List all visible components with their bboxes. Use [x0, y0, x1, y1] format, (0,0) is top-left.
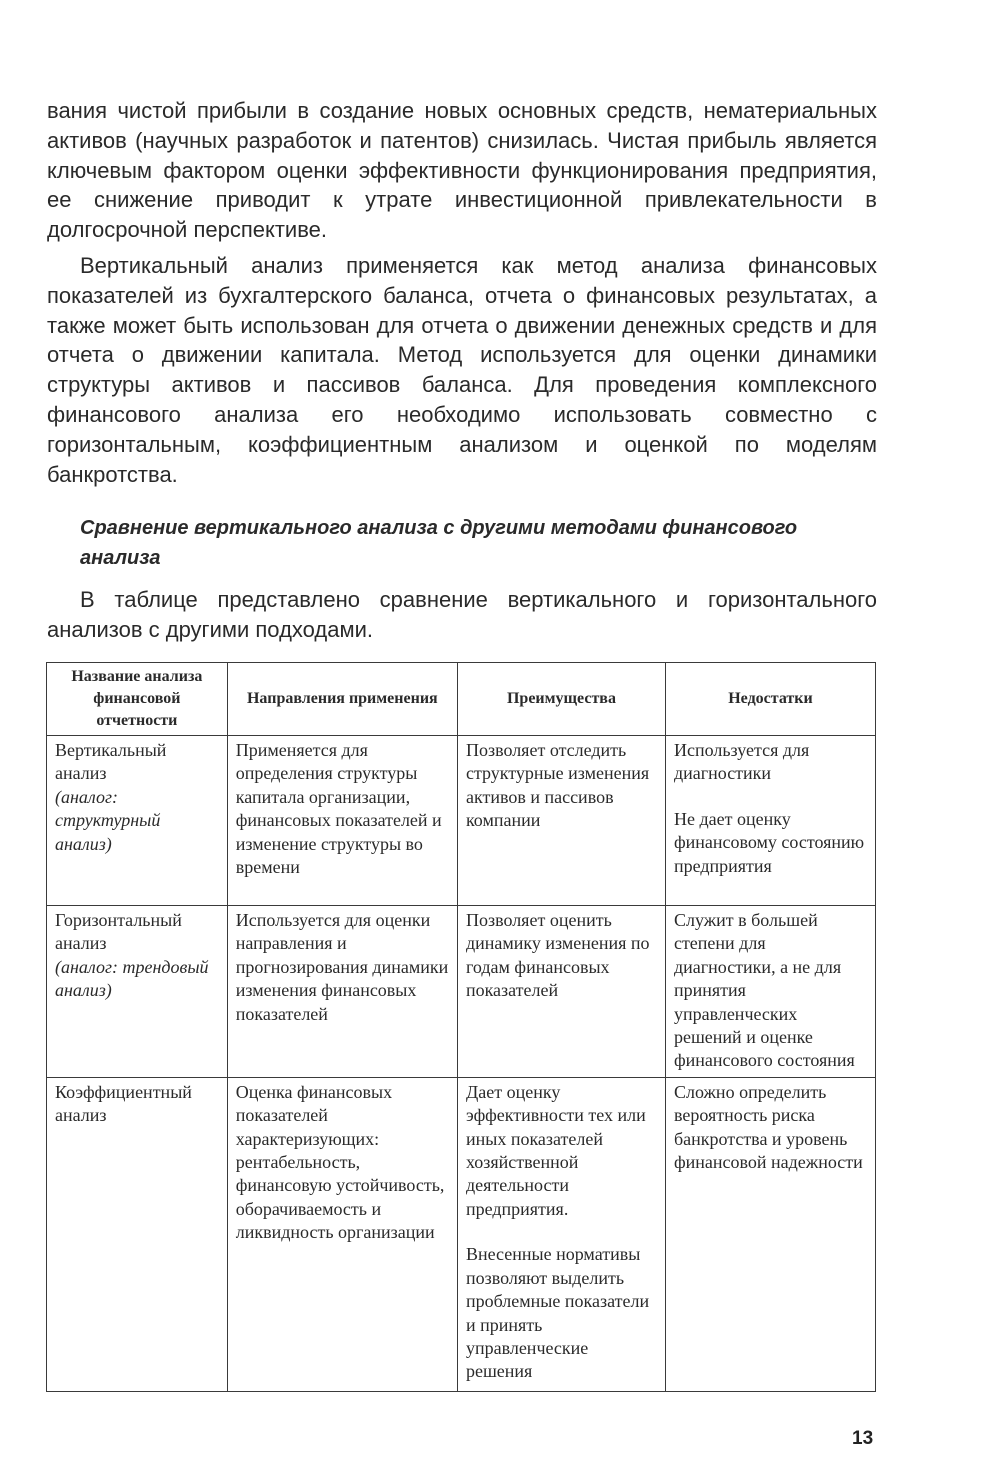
cell-disadvantages	[665, 1077, 875, 1391]
paragraph-vertical-analysis	[47, 251, 877, 489]
page-number: 13	[852, 1428, 874, 1449]
cell-advantages	[457, 906, 665, 1078]
disadvantages-extra: Не дает оценку финансовому состоянию предприятия	[673, 808, 865, 876]
table-row	[47, 1077, 876, 1391]
advantages-text: Дает оценку эффективности тех или иных показателей хозяйственной деятельности предприятия.	[465, 1081, 646, 1219]
disadvantages-text: Служит в большей степени для диагностики, а не для принятия управленческих решений и оценке финансового состояния	[673, 910, 855, 1071]
table-header-row	[47, 663, 876, 736]
paragraph-1: вания чистой прибыли в создание новых основных средств, нематериальных активов (научных разработок и патентов) снизилась. Чистая прибыль является ключевым фактором оценки эффективности функционирования предприятия, ее снижение приводит к утрате инвестиционной привлекательности в долгосрочной перспективе.	[47, 98, 877, 243]
cell-advantages	[457, 736, 665, 906]
analysis-analog: (аналог: структурный анализ)	[55, 786, 161, 854]
advantages-text: Позволяет отследить структурные изменения активов и пассивов компании	[465, 740, 650, 831]
paragraph-2: Вертикальный анализ применяется как метод анализа финансовых показателей из бухгалтерского баланса, отчета о финансовых результатах, а также может быть использован для отчета о движении денежных средств и для отчета о движении капитала. Метод используется для оценки динамики структуры активов и пассивов баланса. Для проведения комплексного финансового анализа его необходимо использовать совместно с горизонтальным, коэффициентным анализом и оценкой по моделям банкротства.	[47, 253, 877, 487]
header-disadvantages: Недостатки	[665, 663, 875, 736]
cell-name	[47, 736, 228, 906]
table-row	[47, 736, 876, 906]
cell-disadvantages	[665, 906, 875, 1078]
comparison-table	[46, 662, 876, 1392]
analysis-name: Коэффициентный анализ	[55, 1081, 192, 1126]
table-row	[47, 906, 876, 1078]
disadvantages-text: Сложно определить вероятность риска банкротства и уровень финансовой надежности	[673, 1081, 863, 1173]
analysis-analog: (аналог: трендовый анализ)	[55, 956, 209, 1001]
table-intro	[47, 585, 877, 645]
section-heading: Сравнение вертикального анализа с другими методами финансового анализа	[80, 517, 798, 569]
analysis-name: Горизонтальный анализ	[55, 910, 182, 954]
analysis-name: Вертикальный анализ	[55, 740, 167, 784]
cell-application: Оценка финансовых показателей характеризующих: рентабельность, финансовую устойчивость, оборачиваемость и ликвидность организации	[227, 1077, 457, 1391]
cell-application: Применяется для определения структуры капитала организации, финансовых показателей и изменение структуры во времени	[227, 736, 457, 906]
paragraph-continuation	[47, 96, 877, 245]
cell-name	[47, 1077, 228, 1391]
disadvantages-text: Используется для диагностики	[673, 740, 810, 784]
header-analysis-name: Название анализа финансовой отчетности	[47, 663, 228, 736]
header-application: Направления применения	[227, 663, 457, 736]
cell-name	[47, 906, 228, 1078]
header-advantages: Преимущества	[457, 663, 665, 736]
intro-paragraph: В таблице представлено сравнение вертикального и горизонтального анализов с другими подходами.	[47, 587, 877, 642]
advantages-text: Позволяет оценить динамику изменения по годам финансовых показателей	[465, 910, 650, 1001]
cell-disadvantages	[665, 736, 875, 906]
advantages-extra: Внесенные нормативы позволяют выделить проблемные показатели и принять управленческие решения	[465, 1244, 650, 1382]
cell-application: Используется для оценки направления и прогнозирования динамики изменения финансовых показателей	[227, 906, 457, 1078]
cell-advantages	[457, 1077, 665, 1391]
